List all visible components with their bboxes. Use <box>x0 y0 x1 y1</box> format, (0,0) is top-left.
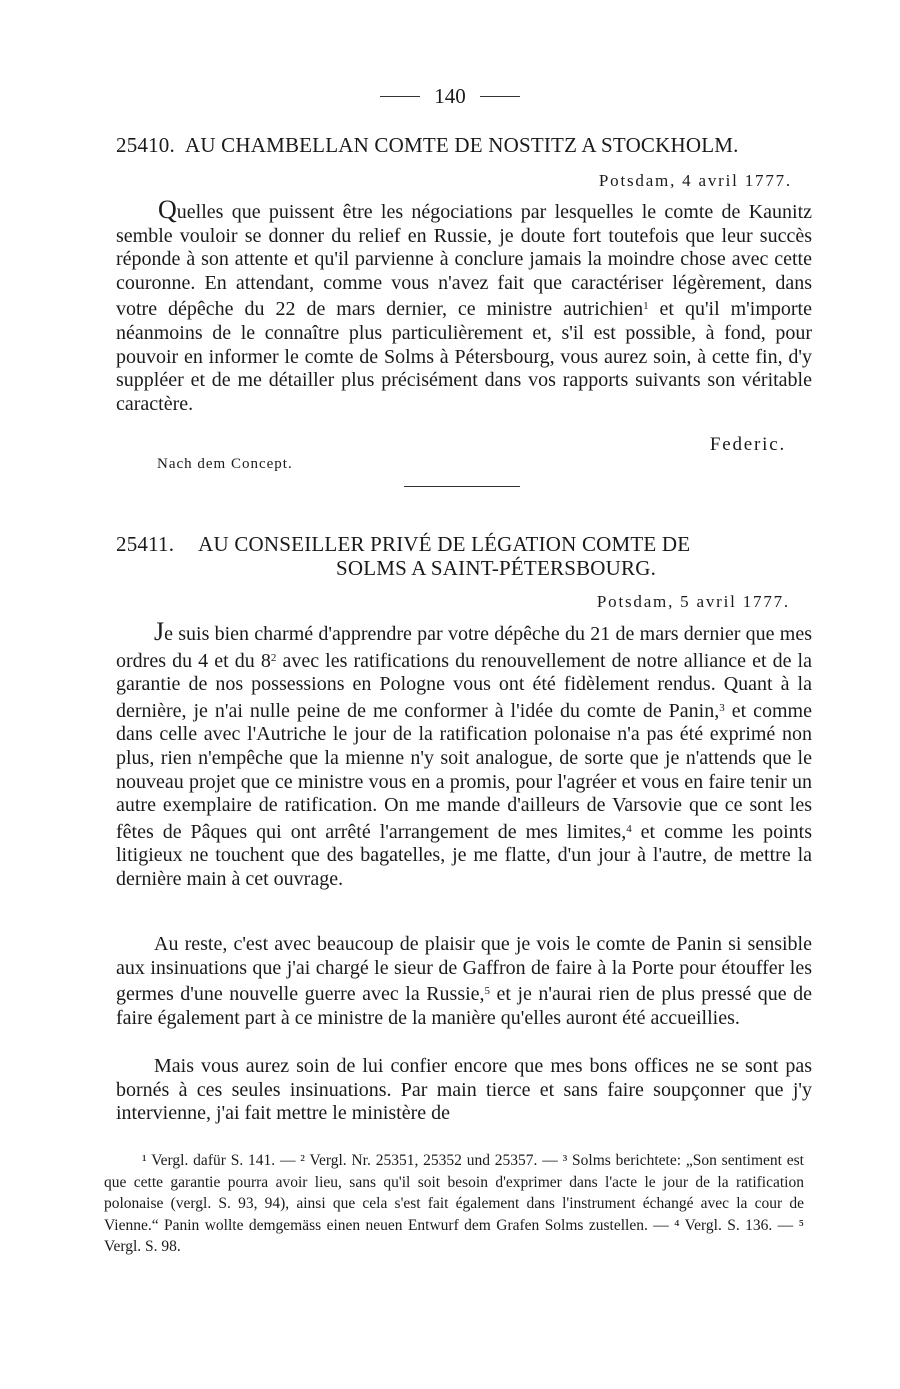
letter-2-p2-text-b: et je n'aurai rien de plus pressé que de faire également part à ce ministre de la manière qu'elles auront été accueillies. <box>116 983 812 1029</box>
letter-1-body-text: uelles que puissent être les négociations par lesquelles le comte de Kaunitz semble vouloir se donner du relief en Russie, je doute fort toutefois que leur succès réponde à son attente et qu'il parvienne à conclure jamais la moindre chose avec cette couronne. En attendant, comme vous n'avez fait que caractériser légèrement, dans votre dépêche du 22 de mars dernier, ce ministre autrichien <box>116 201 812 321</box>
letter-1-dateline: Potsdam, 4 avril 1777. <box>598 171 792 190</box>
letter-2-paragraph-2 <box>116 933 812 1030</box>
footnote-ref-2: 2 <box>270 651 277 664</box>
footnote-ref-5: 5 <box>484 985 491 998</box>
letter-2-p2-text-a: Au reste, c'est avec beaucoup de plaisir que je vois le comte de Panin si sensible aux insinuations que j'ai chargé le sieur de Gaffron de faire à la Porte pour étouffer les germes d'une nouvelle guerre avec la Russie, <box>116 933 812 1006</box>
letter-1-body <box>116 195 812 416</box>
letter-2-p1-text-b: avec les ratifications du renouvellement de notre alliance et de la garantie de nos possessions en Pologne vous ont été fidèlement rendus. Quant à la dernière, je n'ai nulle peine de me conformer à l'idée du comte de Panin, <box>116 649 812 722</box>
letter-2-paragraph-1 <box>116 617 812 892</box>
letter-1-drop-cap: Q <box>158 195 177 224</box>
footnote-ref-1: 1 <box>643 300 649 313</box>
letter-1-heading: AU CHAMBELLAN COMTE DE NOSTITZ A STOCKHOLM. <box>184 133 739 157</box>
letter-1-body-text-rest: et qu'il m'importe néanmoins de le connaître plus particulièrement et, s'il est possible, à fond, pour pouvoir en informer le comte de Solms à Pétersbourg, vous aurez soin, à cette fin, d'y suppléer et de me détailler plus précisément dans vos rapports suivants son véritable caractère. <box>116 298 812 415</box>
letter-2-heading-line-2: SOLMS A SAINT-PÉTERSBOURG. <box>335 556 657 580</box>
letter-1-title <box>116 133 816 157</box>
section-divider <box>404 486 520 487</box>
letter-2-drop-cap: J <box>154 617 165 646</box>
letter-2-title <box>116 532 816 580</box>
header-dash-left <box>380 96 420 97</box>
letter-1-source-note: Nach dem Concept. <box>157 456 293 472</box>
letter-2-dateline: Potsdam, 5 avril 1777. <box>596 592 790 611</box>
letter-2-p1-text-d: et comme les points litigieux ne touchent que des bagatelles, je me flatte, d'un jour à l'autre, de mettre la dernière main à cet ouvrage. <box>116 820 812 890</box>
footnote-ref-3: 3 <box>719 701 725 714</box>
letter-1-number: 25410. <box>116 133 175 157</box>
page-header <box>0 84 900 109</box>
letter-2-p1-text-c: et comme dans celle avec l'Autriche le jour de la ratification polonaise n'a pas été exprimé non plus, rien n'empêche que la mienne n'y soit analogue, de sorte que je n'attends que le nouveau projet que ce ministre vous en a promis, pour l'agréer et vous en faire tenir un autre exemplaire de ratification. On me mande d'ailleurs de Varsovie que ce sont les fêtes de Pâques qui ont arrêté l'arrangement de mes limites, <box>116 699 812 843</box>
footnote-ref-4: 4 <box>626 822 632 835</box>
letter-2-paragraph-3: Mais vous aurez soin de lui confier encore que mes bons offices ne se sont pas bornés à ces seules insinuations. Par main tierce et sans faire soupçonner que j'y intervienne, j'ai fait mettre le ministère de <box>116 1055 812 1125</box>
header-dash-right <box>480 96 520 97</box>
letter-1-signature: Federic. <box>709 434 786 455</box>
letter-2-p1-text-a: e suis bien charmé d'apprendre par votre dépêche du 21 de mars dernier que mes ordres du 4 et du 8 <box>116 623 812 672</box>
footnotes: ¹ Vergl. dafür S. 141. — ² Vergl. Nr. 25351, 25352 und 25357. — ³ Solms berichtete: „Son sentiment est que cette garantie pourra avoir lieu, sans qu'il soit besoin d'exprimer dans l'acte le jour de la ratification polonaise (vergl. S. 93, 94), ainsi que cela s'est fait également dans l'instrument échangé avec la cour de Vienne.“ Panin wollte demgemäss einen neuen Entwurf dem Grafen Solms zustellen. — ⁴ Vergl. S. 136. — ⁵ Vergl. S. 98. <box>104 1152 804 1256</box>
letter-2-number: 25411. <box>116 532 175 556</box>
letter-2-heading-line-1: AU CONSEILLER PRIVÉ DE LÉGATION COMTE DE <box>198 532 691 556</box>
page-number: 140 <box>434 84 466 108</box>
